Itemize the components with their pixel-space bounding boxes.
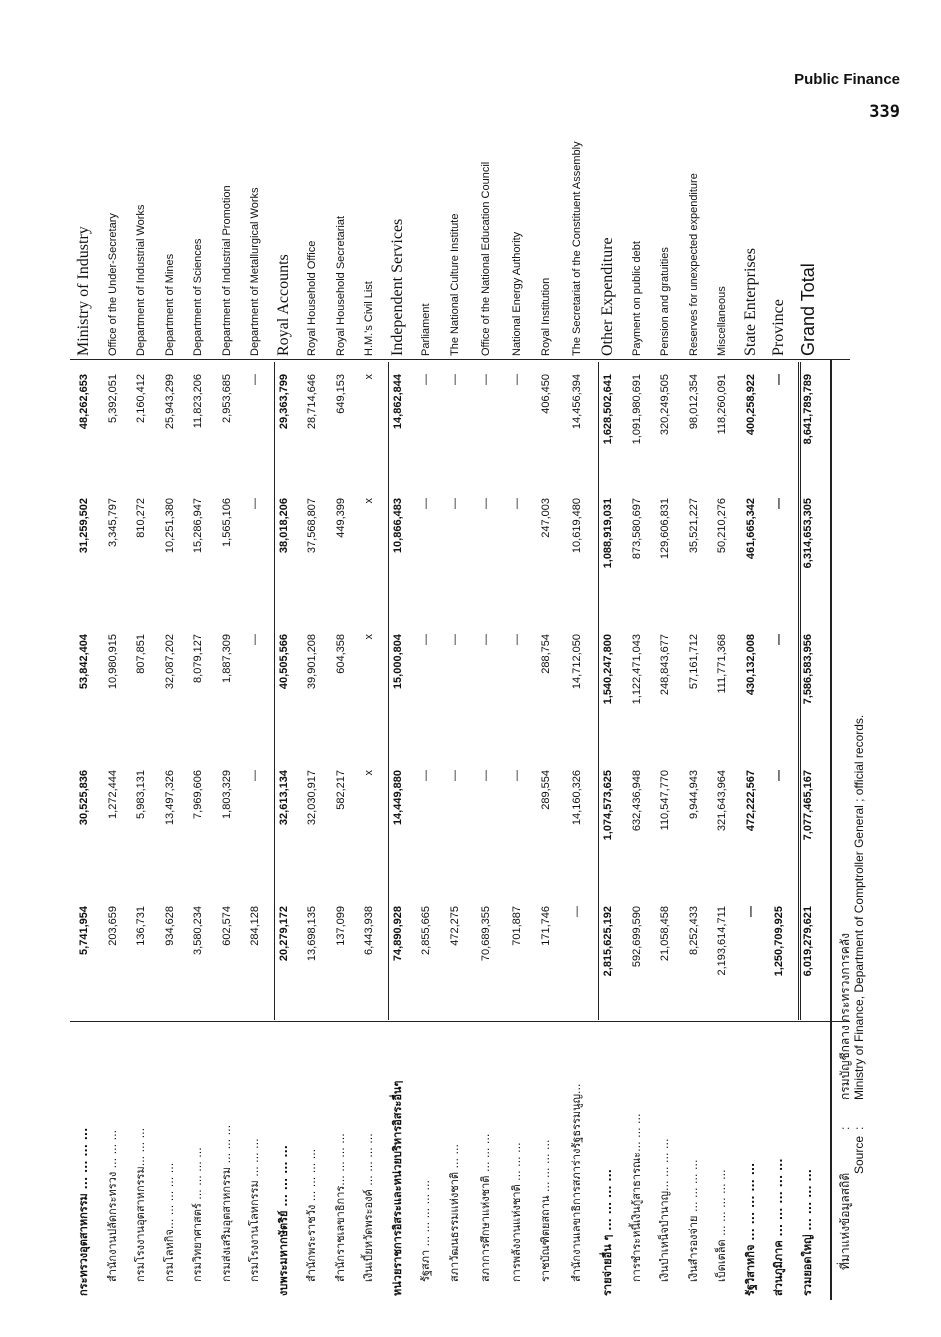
cell-value: x xyxy=(363,498,375,504)
cell-value: — xyxy=(249,634,261,645)
row-label-english: Other Expenditure xyxy=(599,237,616,356)
row-label-english: Department of Sciences xyxy=(192,238,204,356)
table-row xyxy=(127,82,156,1300)
cell-value: 1,250,709,925 xyxy=(773,906,785,977)
cell-value: 11,823,206 xyxy=(192,374,204,429)
cell-value: — xyxy=(480,374,492,385)
page-number: 339 xyxy=(869,102,900,122)
cell-value: 873,580,697 xyxy=(630,498,643,560)
cell-value: 602,574 xyxy=(220,906,233,946)
cell-value: — xyxy=(744,906,757,917)
source-thai-text: กรมบัญชีกลาง กระทรวงการคลัง xyxy=(838,933,852,1100)
cell-value: — xyxy=(249,770,261,781)
cell-value: 35,521,227 xyxy=(687,498,700,554)
row-label-thai: รัฐสภา ... ... ... ... ... xyxy=(419,1179,432,1282)
row-label-english: Ministry of Industry xyxy=(75,226,92,356)
cell-value: 50,210,276 xyxy=(716,498,728,554)
table-body xyxy=(70,82,822,1300)
cell-value: 810,272 xyxy=(135,498,147,538)
row-label-thai: กรมโรงงานโลหกรรม ... ... ... xyxy=(248,1138,261,1282)
row-label-english: Department of Industrial Promotion xyxy=(220,185,233,356)
cell-value: 582,217 xyxy=(334,770,347,810)
cell-value: 10,866,483 xyxy=(391,498,404,554)
row-label-english: Payment on public debt xyxy=(630,241,643,356)
cell-value: 1,088,919,031 xyxy=(602,498,614,569)
table-row xyxy=(355,82,384,1300)
row-label-english: The National Culture Institute xyxy=(448,213,461,356)
row-label-thai: งบพระมหากษัตริย์ ... ... ... ... xyxy=(276,1145,290,1296)
cell-value: 1,628,502,641 xyxy=(602,374,614,445)
cell-value: — xyxy=(571,906,583,917)
cell-value: — xyxy=(448,498,461,509)
cell-value: 10,251,380 xyxy=(163,498,176,554)
source-english xyxy=(852,715,866,1270)
cell-value: 461,665,342 xyxy=(744,498,757,560)
row-label-english: Grand Total xyxy=(797,263,818,356)
cell-value: 7,969,606 xyxy=(192,770,204,819)
cell-value: 2,815,625,192 xyxy=(602,906,614,977)
cell-value: 37,568,807 xyxy=(306,498,318,554)
subtotal-rule xyxy=(388,362,389,1020)
cell-value: 8,641,789,789 xyxy=(801,374,814,445)
cell-value: — xyxy=(448,374,461,385)
row-label-thai: หน่วยราชการอิสระและหน่วยบริหารอิสระอื่นๆ xyxy=(390,1080,404,1296)
cell-value: — xyxy=(480,770,492,781)
cell-value: 472,275 xyxy=(448,906,461,946)
cell-value: 1,540,247,800 xyxy=(602,634,614,705)
cell-value: 14,456,394 xyxy=(571,374,583,430)
table-row xyxy=(412,82,441,1300)
cell-value: 632,436,948 xyxy=(630,770,643,832)
cell-value: 14,160,326 xyxy=(571,770,583,826)
cell-value: 320,249,505 xyxy=(659,374,671,436)
cell-value: 406,450 xyxy=(539,374,552,414)
table-row xyxy=(503,82,532,1300)
cell-value: 29,363,799 xyxy=(277,374,290,430)
cell-value: 449,399 xyxy=(334,498,347,538)
cell-value: 38,018,206 xyxy=(277,498,290,554)
cell-value: 8,079,127 xyxy=(192,634,204,683)
cell-value: 20,279,172 xyxy=(277,906,290,962)
table-row xyxy=(213,82,242,1300)
cell-value: 7,586,583,956 xyxy=(801,634,814,705)
row-label-english: Province xyxy=(770,299,787,356)
cell-value: 28,714,646 xyxy=(306,374,318,430)
cell-value: 21,058,458 xyxy=(659,906,671,962)
cell-value: 14,712,050 xyxy=(571,634,583,690)
cell-value: 7,077,465,167 xyxy=(801,770,814,841)
cell-value: 1,803,329 xyxy=(220,770,233,819)
cell-value: 1,074,573,625 xyxy=(602,770,614,841)
table-row xyxy=(532,82,561,1300)
table-row xyxy=(708,82,737,1300)
cell-value: 30,525,836 xyxy=(78,770,90,826)
row-label-thai: กรมโรงงานอุตสาหกรรม... ... ... xyxy=(134,1127,147,1282)
table-row xyxy=(469,82,503,1300)
cell-value: — xyxy=(511,374,523,385)
cell-value: 110,547,770 xyxy=(659,770,671,831)
row-label-english: Independent Services xyxy=(388,218,406,356)
source-label: Source xyxy=(852,1136,866,1175)
row-label-thai: ส่วนภูมิภาค ... ... ... ... ... xyxy=(772,1158,785,1296)
row-label-english: Department of Metallurgical Works xyxy=(249,187,261,356)
cell-value: 32,613,134 xyxy=(277,770,290,826)
cell-value: 649,153 xyxy=(334,374,347,414)
table-row xyxy=(651,82,680,1300)
cell-value: 74,890,928 xyxy=(391,906,404,962)
subtotal-rule xyxy=(274,362,275,1020)
cell-value: 248,843,677 xyxy=(659,634,671,696)
cell-value: 5,983,131 xyxy=(135,770,147,819)
row-label-thai: สำนักพระราชวัง ... ... ... ... xyxy=(305,1148,318,1282)
source-thai-label: ที่มาแห่งข้อมูลสถิติ xyxy=(838,1172,852,1270)
cell-value: 14,449,880 xyxy=(391,770,404,826)
table-group-row xyxy=(737,82,766,1300)
table-row xyxy=(99,82,128,1300)
table-row xyxy=(241,82,270,1300)
cell-value: 3,345,797 xyxy=(106,498,119,547)
table-group-row xyxy=(70,82,99,1300)
cell-value: — xyxy=(480,498,492,509)
grand-total-rule xyxy=(798,362,801,1020)
row-label-english: National Energy Authority xyxy=(511,231,523,356)
cell-value: 2,953,685 xyxy=(220,374,233,423)
row-label-thai: ราชบัณฑิตยสถาน ... ... ... ... xyxy=(538,1139,552,1282)
cell-value: — xyxy=(420,498,432,509)
cell-value: x xyxy=(363,770,375,776)
cell-value: 1,122,471,043 xyxy=(630,634,643,705)
cell-value: x xyxy=(363,374,375,380)
cell-value: — xyxy=(249,498,261,509)
row-label-thai: กรมวิทยาศาสตร์ ... ... ... ... xyxy=(191,1147,204,1282)
cell-value: — xyxy=(420,374,432,385)
cell-value: 247,003 xyxy=(539,498,552,538)
row-label-english: Royal Accounts xyxy=(274,254,292,356)
cell-value: 129,606,831 xyxy=(659,498,671,560)
cell-value: 6,019,279,621 xyxy=(801,906,814,977)
row-label-english: Parliament xyxy=(420,303,432,356)
table-row xyxy=(680,82,709,1300)
cell-value: 5,741,954 xyxy=(78,906,90,955)
cell-value: — xyxy=(480,634,492,645)
table-row xyxy=(156,82,185,1300)
row-label-thai: เงินเบี้ยหวัดพระองค์ ... ... ... ... xyxy=(362,1133,375,1282)
row-label-english: Miscellaneous xyxy=(716,286,728,356)
cell-value: 592,699,590 xyxy=(630,906,643,968)
cell-value: 70,689,355 xyxy=(480,906,492,962)
cell-value: — xyxy=(448,634,461,645)
cell-value: 40,505,566 xyxy=(277,634,290,690)
cell-value: 6,443,938 xyxy=(363,906,375,955)
row-label-thai: สภาวัฒนธรรมแห่งชาติ ... ... xyxy=(447,1143,461,1282)
cell-value: 10,980,915 xyxy=(106,634,119,690)
row-label-thai: สภาการศึกษาแห่งชาติ ... ... ... xyxy=(479,1133,492,1282)
cell-value: 39,901,208 xyxy=(306,634,318,690)
cell-value: 604,358 xyxy=(334,634,347,674)
row-label-english: Royal Household Office xyxy=(306,240,318,356)
cell-value: — xyxy=(511,770,523,781)
source-thai-colon: : xyxy=(838,1126,852,1130)
cell-value: 25,943,299 xyxy=(163,374,176,430)
row-label-english: Royal Institution xyxy=(539,277,552,356)
cell-value: — xyxy=(420,770,432,781)
row-label-english: Office of the National Education Council xyxy=(480,161,492,356)
column-divider-right xyxy=(70,359,850,360)
source-text: Ministry of Finance, Department of Comptroller General ; official records. xyxy=(852,714,866,1100)
cell-value: 53,842,404 xyxy=(78,634,90,690)
table-row xyxy=(560,82,594,1300)
cell-value: 3,580,234 xyxy=(192,906,204,955)
cell-value: 48,262,653 xyxy=(78,374,90,430)
row-label-english: Royal Household Secretariat xyxy=(334,215,347,356)
cell-value: — xyxy=(249,374,261,385)
cell-value: 6,314,653,305 xyxy=(801,498,814,569)
cell-value: 57,161,712 xyxy=(687,634,700,690)
row-label-thai: รัฐวิสาหกิจ ... ... ... ... ... xyxy=(743,1162,757,1296)
cell-value: — xyxy=(511,634,523,645)
column-divider-left xyxy=(70,1021,850,1022)
cell-value: 171,746 xyxy=(539,906,552,946)
row-label-thai: กระทรวงอุตสาหกรรม ... ... ... ... xyxy=(77,1127,90,1296)
cell-value: 31,259,502 xyxy=(78,498,90,554)
cell-value: 32,030,917 xyxy=(306,770,318,826)
row-label-english: Pension and gratuities xyxy=(659,247,671,356)
cell-value: 1,887,309 xyxy=(220,634,233,683)
cell-value: — xyxy=(773,498,785,509)
cell-value: 118,260,091 xyxy=(716,374,728,435)
source-colon: : xyxy=(852,1126,866,1130)
subtotal-rule xyxy=(598,362,599,1020)
row-label-thai: การพลังงานแห่งชาติ ... ... ... xyxy=(510,1142,523,1282)
cell-value: 288,754 xyxy=(539,634,552,674)
row-label-thai: สำนักงานเลขาธิการสภาร่างรัฐธรรมนูญ... xyxy=(570,1083,583,1282)
cell-value: x xyxy=(363,634,375,640)
row-label-english: Office of the Under-Secretary xyxy=(106,213,119,356)
table-row xyxy=(623,82,652,1300)
cell-value: 400,258,922 xyxy=(744,374,757,436)
cell-value: 13,698,135 xyxy=(306,906,318,962)
row-label-thai: เงินบำเหน็จบำนาญ... ... ... ... xyxy=(658,1138,671,1282)
cell-value: — xyxy=(773,374,785,385)
cell-value: 98,012,354 xyxy=(687,374,700,430)
cell-value: 8,252,433 xyxy=(687,906,700,955)
cell-value: 1,565,106 xyxy=(220,498,233,547)
table-bottom-rule xyxy=(830,360,832,1300)
cell-value: 1,091,980,691 xyxy=(630,374,643,445)
cell-value: 203,659 xyxy=(106,906,119,946)
expenditure-table xyxy=(40,82,900,1300)
row-label-thai: รวมยอดใหญ่ ... ... ... ... xyxy=(800,1169,814,1296)
table-row xyxy=(298,82,327,1300)
cell-value: — xyxy=(511,498,523,509)
row-label-english: The Secretariat of the Constituent Assembly xyxy=(571,141,583,356)
table-row xyxy=(184,82,213,1300)
row-label-english: State Enterprises xyxy=(741,248,759,356)
row-label-thai: เบ็ดเตล็ด ... ... ... ... ... xyxy=(715,1169,728,1282)
cell-value: — xyxy=(448,770,461,781)
cell-value: 136,731 xyxy=(135,906,147,946)
row-label-thai: สำนักราชเลขาธิการ... ... ... ... xyxy=(333,1133,347,1282)
cell-value: 284,128 xyxy=(249,906,261,946)
cell-value: 934,628 xyxy=(163,906,176,946)
running-header-title: Public Finance xyxy=(794,71,900,88)
cell-value: — xyxy=(773,634,785,645)
row-label-english: Department of Industrial Works xyxy=(135,204,147,356)
cell-value: — xyxy=(773,770,785,781)
cell-value: 111,771,368 xyxy=(716,634,728,694)
cell-value: 14,862,844 xyxy=(391,374,404,430)
row-label-thai: รายจ่ายอื่น ๆ ... ... ... ... xyxy=(601,1169,614,1296)
cell-value: — xyxy=(420,634,432,645)
cell-value: 9,944,943 xyxy=(687,770,700,819)
cell-value: 1,272,444 xyxy=(106,770,119,819)
row-label-thai: กรมโลหกิจ... ... ... ... ... xyxy=(162,1162,176,1282)
row-label-thai: เงินสำรองจ่าย ... ... ... ... xyxy=(686,1159,700,1282)
cell-value: 2,160,412 xyxy=(135,374,147,423)
row-label-thai: สำนักงานปลัดกระทรวง ... ... ... xyxy=(105,1129,119,1282)
cell-value: 2,855,665 xyxy=(420,906,432,955)
cell-value: 289,554 xyxy=(539,770,552,810)
cell-value: 2,193,614,711 xyxy=(716,906,728,976)
cell-value: 15,286,947 xyxy=(192,498,204,554)
row-label-thai: การชำระหนี้เงินกู้สาธารณะ... ... ... xyxy=(629,1113,643,1282)
cell-value: 701,887 xyxy=(511,906,523,946)
row-label-english: H.M.'s Civil List xyxy=(363,281,375,356)
cell-value: 321,643,964 xyxy=(716,770,728,832)
row-label-english: Reserves for unexpected expenditure xyxy=(687,173,700,356)
table-group-row xyxy=(765,82,794,1300)
cell-value: 32,087,202 xyxy=(163,634,176,690)
cell-value: 472,222,567 xyxy=(744,770,757,832)
table-row xyxy=(441,82,470,1300)
cell-value: 807,851 xyxy=(135,634,147,674)
table-row xyxy=(327,82,356,1300)
cell-value: 137,099 xyxy=(334,906,347,946)
cell-value: 430,132,008 xyxy=(744,634,757,696)
row-label-thai: กรมส่งเสริมอุตสาหกรรม ... ... ... xyxy=(219,1124,233,1282)
cell-value: 5,392,051 xyxy=(106,374,119,423)
cell-value: 13,497,326 xyxy=(163,770,176,826)
cell-value: 15,000,804 xyxy=(391,634,404,690)
cell-value: 10,619,480 xyxy=(571,498,583,554)
row-label-english: Department of Mines xyxy=(163,253,176,356)
